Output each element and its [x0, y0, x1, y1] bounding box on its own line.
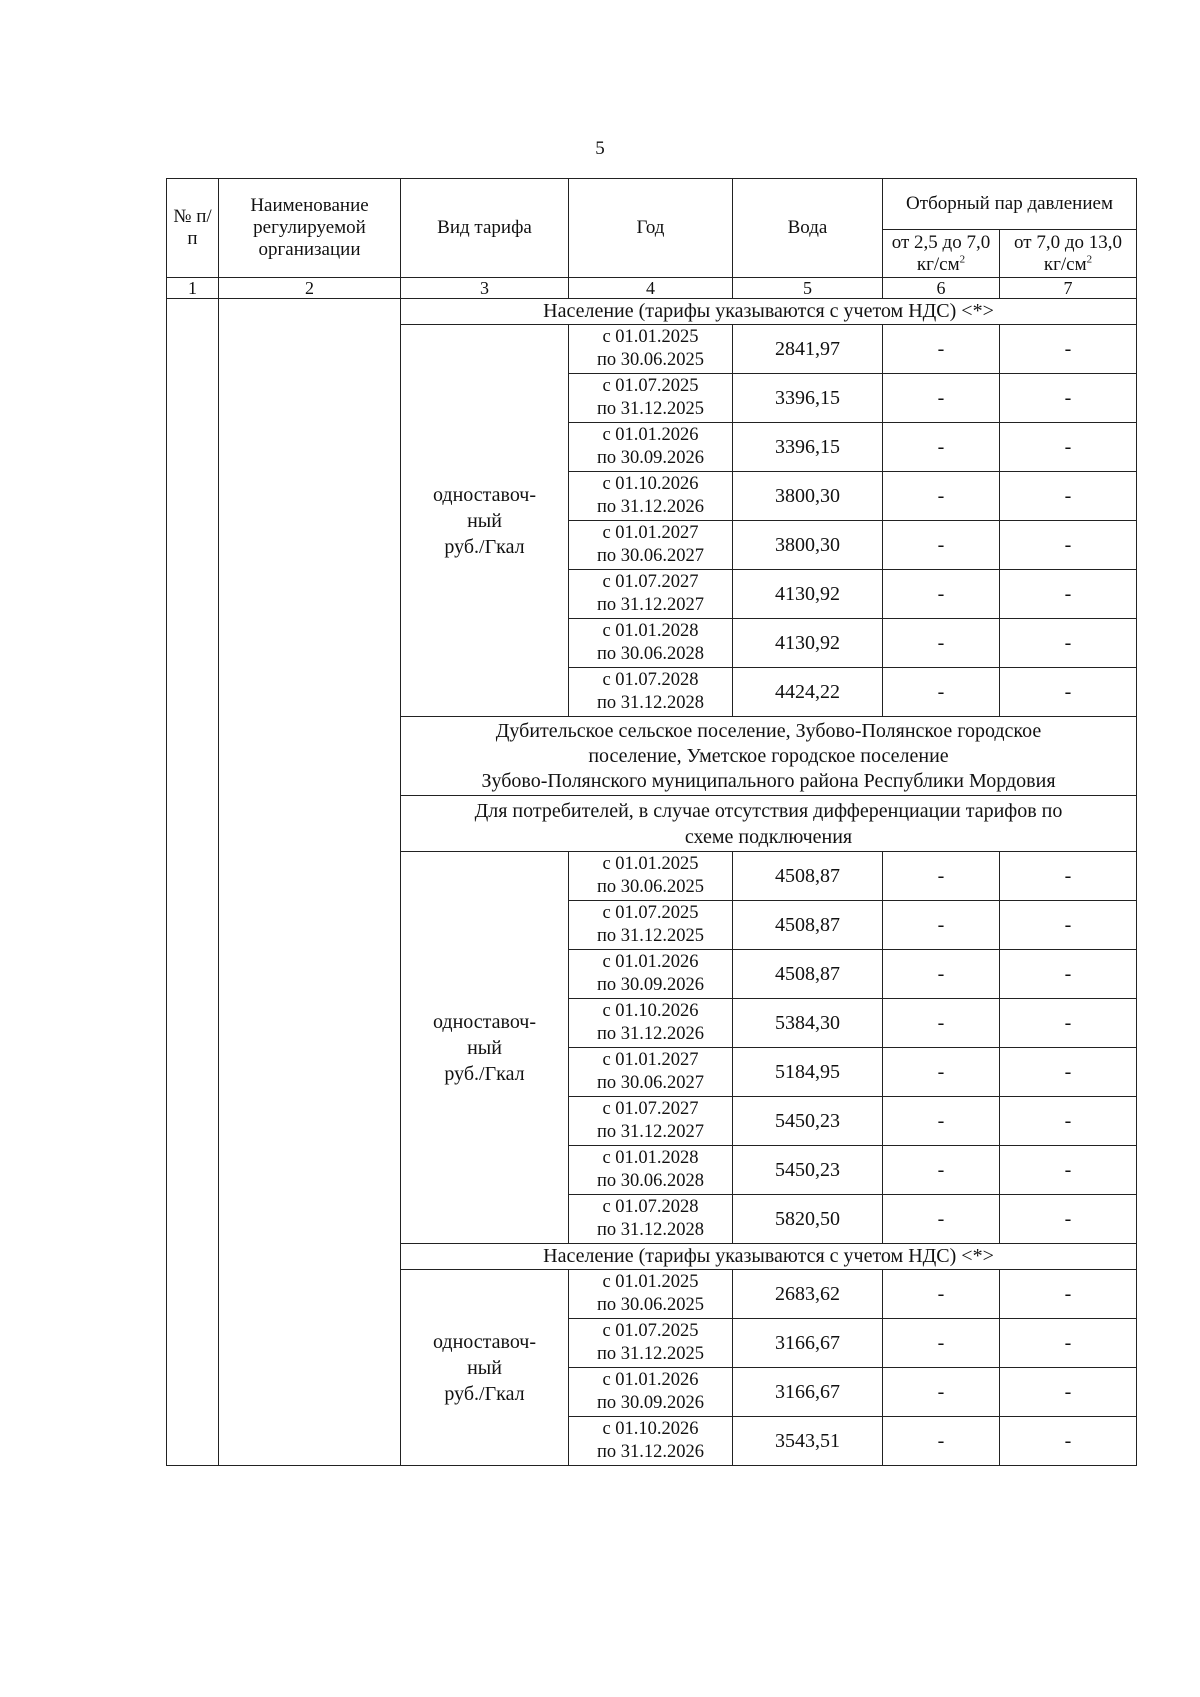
period-from: с 01.07.2027 [602, 572, 699, 592]
tariff-table [166, 178, 1137, 1466]
consumer-section-title [401, 796, 1137, 852]
period-from: с 01.07.2025 [602, 903, 699, 923]
period-to: по 30.09.2026 [596, 975, 705, 995]
water-value: 3543,51 [733, 1417, 883, 1466]
water-value: 2683,62 [733, 1270, 883, 1319]
steam-low-value: - [883, 901, 1000, 950]
period-from: с 01.10.2026 [602, 1419, 699, 1439]
header-org: Наименование регулируемой организации [219, 179, 401, 278]
steam-low-value: - [883, 325, 1000, 374]
period-cell [569, 1048, 733, 1097]
water-value: 3800,30 [733, 472, 883, 521]
section-row [167, 299, 1137, 325]
steam-low-value: - [883, 472, 1000, 521]
steam-low-value: - [883, 1195, 1000, 1244]
tariff-type-line: ный [467, 1356, 502, 1379]
water-value: 3166,67 [733, 1319, 883, 1368]
period-cell [569, 1319, 733, 1368]
tariff-type-line: ный [467, 1036, 502, 1059]
tariff-type-line: одноставоч- [432, 1010, 537, 1033]
water-value: 4508,87 [733, 852, 883, 901]
water-value: 5820,50 [733, 1195, 883, 1244]
water-value: 3396,15 [733, 423, 883, 472]
steam-low-value: - [883, 619, 1000, 668]
tariff-type-line: руб./Гкал [444, 535, 525, 558]
steam-low-value: - [883, 1319, 1000, 1368]
org-cell [219, 299, 401, 1466]
water-value: 5450,23 [733, 1146, 883, 1195]
steam-low-value: - [883, 950, 1000, 999]
period-from: с 01.07.2028 [602, 1197, 699, 1217]
steam-high-value: - [1000, 999, 1137, 1048]
steam-high-value: - [1000, 1146, 1137, 1195]
period-to: по 31.12.2025 [596, 1344, 705, 1364]
period-to: по 30.06.2025 [596, 350, 705, 370]
period-from: с 01.01.2026 [602, 952, 699, 972]
section-title [401, 299, 1137, 325]
steam-low-value: - [883, 1048, 1000, 1097]
period-to: по 30.06.2027 [596, 1073, 705, 1093]
water-value: 3396,15 [733, 374, 883, 423]
period-cell [569, 325, 733, 374]
steam-high-value: - [1000, 852, 1137, 901]
period-to: по 31.12.2028 [596, 1220, 705, 1240]
period-cell [569, 901, 733, 950]
column-number: 7 [1000, 278, 1137, 299]
period-to: по 31.12.2026 [596, 1024, 705, 1044]
steam-high-value: - [1000, 901, 1137, 950]
water-value: 2841,97 [733, 325, 883, 374]
header-steam-high: от 7,0 до 13,0 $кг/см^2$ [1000, 230, 1137, 278]
consumer-section-title-line: Для потребителей, в случае отсутствия дифференциации тарифов по [474, 799, 1063, 822]
steam-high-value: - [1000, 1195, 1137, 1244]
water-value: 4508,87 [733, 950, 883, 999]
section-title [401, 1244, 1137, 1270]
water-value: 4508,87 [733, 901, 883, 950]
steam-low-value: - [883, 1270, 1000, 1319]
period-cell [569, 1270, 733, 1319]
period-to: по 31.12.2027 [596, 1122, 705, 1142]
period-to: по 30.06.2027 [596, 546, 705, 566]
period-from: с 01.01.2028 [602, 621, 699, 641]
period-cell [569, 1146, 733, 1195]
page-number: 5 [595, 138, 605, 159]
tariff-type-line: руб./Гкал [444, 1062, 525, 1085]
period-cell [569, 950, 733, 999]
column-number: 5 [733, 278, 883, 299]
period-from: с 01.01.2027 [602, 1050, 699, 1070]
period-to: по 30.09.2026 [596, 448, 705, 468]
period-to: по 31.12.2025 [596, 399, 705, 419]
period-cell [569, 1368, 733, 1417]
steam-low-value: - [883, 668, 1000, 717]
column-number-row [167, 278, 1137, 299]
period-from: с 01.10.2026 [602, 474, 699, 494]
steam-high-value: - [1000, 950, 1137, 999]
header-steam: Отборный пар давлением [883, 179, 1137, 230]
period-cell [569, 668, 733, 717]
period-from: с 01.07.2027 [602, 1099, 699, 1119]
water-value: 5384,30 [733, 999, 883, 1048]
water-value: 5450,23 [733, 1097, 883, 1146]
water-value: 3166,67 [733, 1368, 883, 1417]
water-value: 3800,30 [733, 521, 883, 570]
period-to: по 31.12.2026 [596, 1442, 705, 1462]
steam-low-value: - [883, 570, 1000, 619]
steam-high-value: - [1000, 1097, 1137, 1146]
water-value: 4130,92 [733, 619, 883, 668]
consumer-section-title-line: схеме подключения [684, 825, 853, 848]
water-value: 4424,22 [733, 668, 883, 717]
period-cell [569, 999, 733, 1048]
steam-low-value: - [883, 374, 1000, 423]
tariff-type-line: руб./Гкал [444, 1382, 525, 1405]
period-cell [569, 521, 733, 570]
period-to: по 31.12.2026 [596, 497, 705, 517]
period-to: по 31.12.2027 [596, 595, 705, 615]
steam-low-value: - [883, 999, 1000, 1048]
steam-low-value: - [883, 423, 1000, 472]
steam-high-value: - [1000, 521, 1137, 570]
period-cell [569, 374, 733, 423]
period-from: с 01.01.2026 [602, 425, 699, 445]
period-from: с 01.01.2026 [602, 1370, 699, 1390]
period-cell [569, 570, 733, 619]
tariff-type-cell [401, 325, 569, 717]
period-to: по 30.09.2026 [596, 1393, 705, 1413]
period-cell [569, 852, 733, 901]
steam-high-value: - [1000, 668, 1137, 717]
tariff-type-cell [401, 1270, 569, 1466]
period-cell [569, 1195, 733, 1244]
period-from: с 01.01.2025 [602, 1272, 699, 1292]
header-water: Вода [733, 179, 883, 278]
header-tariff-type: Вид тарифа [401, 179, 569, 278]
water-value: 5184,95 [733, 1048, 883, 1097]
steam-high-value: - [1000, 325, 1137, 374]
period-to: по 30.06.2025 [596, 877, 705, 897]
column-number: 6 [883, 278, 1000, 299]
period-from: с 01.10.2026 [602, 1001, 699, 1021]
period-from: с 01.01.2025 [602, 854, 699, 874]
tariff-type-cell [401, 852, 569, 1244]
period-from: с 01.07.2028 [602, 670, 699, 690]
steam-high-value: - [1000, 1270, 1137, 1319]
steam-high-value: - [1000, 1319, 1137, 1368]
steam-high-value: - [1000, 423, 1137, 472]
header-steam-low: от 2,5 до 7,0 $кг/см^2$ [883, 230, 1000, 278]
tariff-type-line: одноставоч- [432, 483, 537, 506]
steam-high-value: - [1000, 1417, 1137, 1466]
column-number: 4 [569, 278, 733, 299]
period-from: с 01.01.2025 [602, 327, 699, 347]
steam-high-value: - [1000, 1048, 1137, 1097]
header-num: № п/п [167, 179, 219, 278]
water-value: 4130,92 [733, 570, 883, 619]
steam-low-value: - [883, 1097, 1000, 1146]
period-cell [569, 472, 733, 521]
period-from: с 01.07.2025 [602, 1321, 699, 1341]
steam-low-value: - [883, 852, 1000, 901]
period-to: по 30.06.2028 [596, 1171, 705, 1191]
period-cell [569, 1417, 733, 1466]
period-to: по 31.12.2025 [596, 926, 705, 946]
tariff-type-line: одноставоч- [432, 1330, 537, 1353]
header-row [167, 179, 1137, 230]
territory-title-line: Зубово-Полянского муниципального района Республики Мордовия [481, 769, 1056, 792]
period-cell [569, 423, 733, 472]
column-number: 1 [167, 278, 219, 299]
territory-title-line: поселение, Уметское городское поселение [588, 744, 949, 767]
steam-low-value: - [883, 1368, 1000, 1417]
section-title-line: Население (тарифы указываются с учетом НДС) <*> [543, 1245, 994, 1267]
column-number: 3 [401, 278, 569, 299]
period-to: по 30.06.2025 [596, 1295, 705, 1315]
steam-low-value: - [883, 1146, 1000, 1195]
steam-high-value: - [1000, 619, 1137, 668]
steam-high-value: - [1000, 570, 1137, 619]
period-from: с 01.01.2028 [602, 1148, 699, 1168]
period-from: с 01.01.2027 [602, 523, 699, 543]
period-from: с 01.07.2025 [602, 376, 699, 396]
column-number: 2 [219, 278, 401, 299]
steam-high-value: - [1000, 1368, 1137, 1417]
steam-high-value: - [1000, 472, 1137, 521]
territory-title-line: Дубительское сельское поселение, Зубово-Полянское городское [495, 719, 1042, 742]
header-year: Год [569, 179, 733, 278]
section-title-text: Население (тарифы указываются с учетом НДС) <*> [543, 300, 994, 322]
period-to: по 30.06.2028 [596, 644, 705, 664]
period-cell [569, 1097, 733, 1146]
period-to: по 31.12.2028 [596, 693, 705, 713]
num-cell [167, 299, 219, 1466]
steam-low-value: - [883, 1417, 1000, 1466]
territory-title [401, 717, 1137, 796]
period-cell [569, 619, 733, 668]
tariff-type-line: ный [467, 509, 502, 532]
steam-high-value: - [1000, 374, 1137, 423]
steam-low-value: - [883, 521, 1000, 570]
